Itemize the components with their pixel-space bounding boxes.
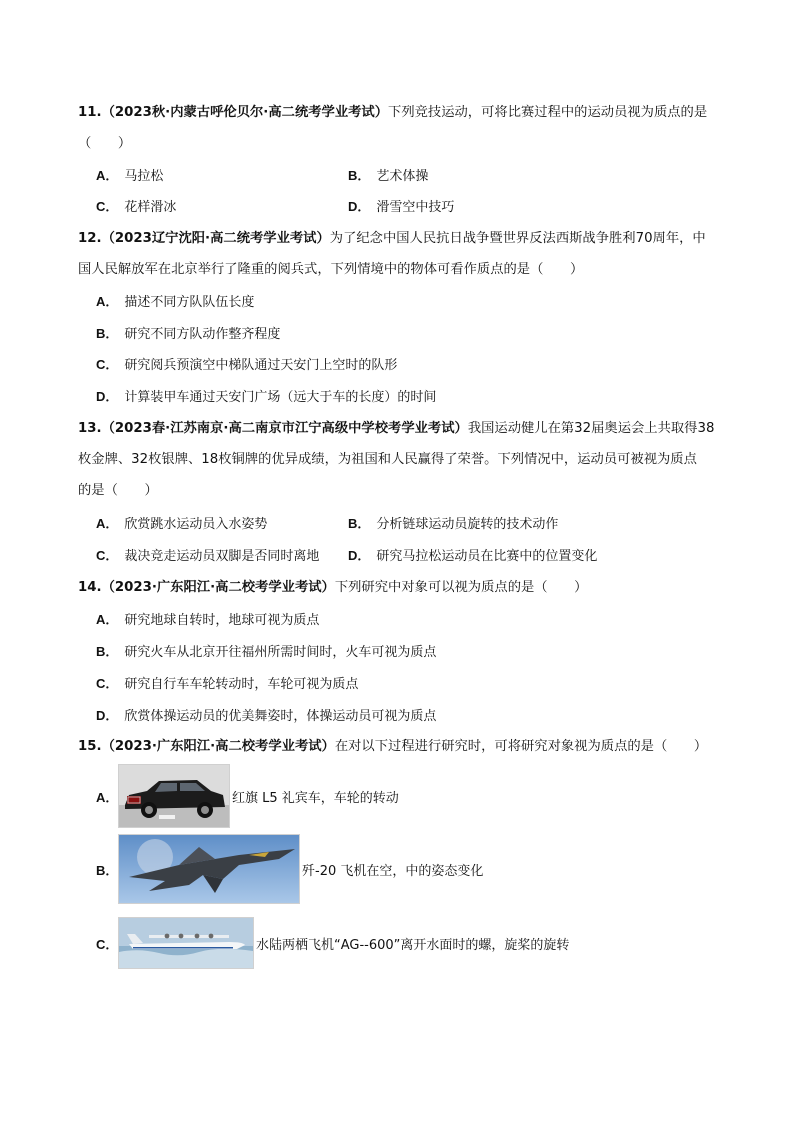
question-text: 枚金牌、32枚银牌、18枚铜牌的优异成绩，为祖国和人民赢得了荣誉。下列情况中，运动员可被视为质点 xyxy=(78,452,697,467)
option-key: A． xyxy=(96,612,119,627)
option-text: 研究不同方队动作整齐程度 xyxy=(124,327,281,342)
option-key: D． xyxy=(96,389,119,404)
option-11-a[interactable] xyxy=(96,166,163,187)
option-key: D． xyxy=(348,199,371,214)
question-number: 11. xyxy=(78,105,102,120)
option-text: 研究阅兵预演空中梯队通过天安门上空时的队形 xyxy=(124,358,398,373)
question-text: 国人民解放军在北京举行了隆重的阅兵式，下列情境中的物体可看作质点的是（ ） xyxy=(78,262,584,277)
option-key: C． xyxy=(96,936,119,952)
question-13-stem-cont2 xyxy=(78,481,158,501)
option-text: 欣赏体操运动员的优美舞姿时，体操运动员可视为质点 xyxy=(124,709,437,724)
option-13-c[interactable] xyxy=(96,546,319,567)
option-text: 花样滑冰 xyxy=(124,200,177,215)
option-key: A． xyxy=(96,516,119,531)
question-text: 我国运动健儿在第32届奥运会上共取得38 xyxy=(467,421,715,436)
option-text: 歼-20 飞机在空，中的姿态变化 xyxy=(302,863,484,879)
option-14-b[interactable] xyxy=(96,642,436,663)
option-key: B． xyxy=(348,516,371,531)
option-12-d[interactable] xyxy=(96,387,436,408)
option-13-a[interactable] xyxy=(96,514,267,535)
option-11-d[interactable] xyxy=(348,197,454,218)
option-key: B． xyxy=(348,168,371,183)
question-source: （2023秋·内蒙古呼伦贝尔·高二统考学业考试） xyxy=(101,105,389,120)
question-12-stem-cont xyxy=(78,260,583,280)
option-key: C． xyxy=(96,548,119,563)
question-source: （2023·广东阳江·高二校考学业考试） xyxy=(101,580,335,595)
option-12-b[interactable] xyxy=(96,324,280,345)
question-14-stem xyxy=(78,578,587,598)
option-text: 马拉松 xyxy=(124,169,164,184)
option-text: 滑雪空中技巧 xyxy=(376,200,455,215)
question-13-stem-cont xyxy=(78,450,697,470)
option-13-d[interactable] xyxy=(348,546,597,567)
option-text: 研究自行车车轮转动时，车轮可视为质点 xyxy=(124,677,359,692)
question-text: 的是（ ） xyxy=(78,483,158,498)
question-source: （2023辽宁沈阳·高二统考学业考试） xyxy=(101,231,330,246)
option-text: 欣赏跳水运动员入水姿势 xyxy=(124,517,268,532)
option-text: 裁决竞走运动员双脚是否同时离地 xyxy=(124,549,320,564)
option-key: B． xyxy=(96,862,119,878)
option-text: 分析链球运动员旋转的技术动作 xyxy=(376,517,559,532)
option-key: A． xyxy=(96,789,119,805)
question-text: 为了纪念中国人民抗日战争暨世界反法西斯战争胜利70周年，中 xyxy=(329,231,706,246)
answer-blank: （ ） xyxy=(78,136,132,151)
option-15-c[interactable] xyxy=(96,917,569,969)
option-text: 描述不同方队队伍长度 xyxy=(124,295,255,310)
option-key: A． xyxy=(96,168,119,183)
option-key: D． xyxy=(96,708,119,723)
option-15-a[interactable] xyxy=(96,764,399,828)
jet-image xyxy=(118,834,300,904)
option-key: B． xyxy=(96,644,119,659)
car-image xyxy=(118,764,230,828)
option-14-a[interactable] xyxy=(96,610,319,631)
question-number: 14. xyxy=(78,580,102,595)
option-15-b[interactable] xyxy=(96,834,483,904)
option-12-a[interactable] xyxy=(96,292,254,313)
question-15-stem xyxy=(78,737,707,757)
option-13-b[interactable] xyxy=(348,514,558,535)
option-14-d[interactable] xyxy=(96,706,436,727)
option-text: 研究马拉松运动员在比赛中的位置变化 xyxy=(376,549,598,564)
question-text: 下列研究中对象可以视为质点的是（ ） xyxy=(334,580,588,595)
option-12-c[interactable] xyxy=(96,355,397,376)
option-text: 艺术体操 xyxy=(376,169,429,184)
amphibious-aircraft-image xyxy=(118,917,254,969)
option-key: D． xyxy=(348,548,371,563)
question-13-stem xyxy=(78,419,714,439)
option-key: C． xyxy=(96,357,119,372)
question-11-stem xyxy=(78,103,707,123)
option-text: 研究火车从北京开往福州所需时间时，火车可视为质点 xyxy=(124,645,437,660)
question-source: （2023春·江苏南京·高二南京市江宁高级中学校考学业考试） xyxy=(101,421,468,436)
question-11-stem-cont xyxy=(78,134,131,154)
option-text: 红旗 L5 礼宾车，车轮的转动 xyxy=(232,790,399,806)
question-source: （2023·广东阳江·高二校考学业考试） xyxy=(101,739,335,754)
question-number: 13. xyxy=(78,421,102,436)
option-text: 研究地球自转时，地球可视为质点 xyxy=(124,613,320,628)
option-key: C． xyxy=(96,199,119,214)
option-11-c[interactable] xyxy=(96,197,176,218)
option-14-c[interactable] xyxy=(96,674,358,695)
option-11-b[interactable] xyxy=(348,166,428,187)
question-text: 在对以下过程进行研究时，可将研究对象视为质点的是（ ） xyxy=(334,739,708,754)
option-key: C． xyxy=(96,676,119,691)
option-key: A． xyxy=(96,294,119,309)
option-text: 计算装甲车通过天安门广场（远大于车的长度）的时间 xyxy=(124,390,437,405)
option-key: B． xyxy=(96,326,119,341)
question-number: 15. xyxy=(78,739,102,754)
question-12-stem xyxy=(78,229,706,249)
option-text: 水陆两栖飞机“AG--600”离开水面时的螺，旋桨的旋转 xyxy=(256,937,570,953)
question-number: 12. xyxy=(78,231,102,246)
question-text: 下列竞技运动，可将比赛过程中的运动员视为质点的是 xyxy=(388,105,708,120)
